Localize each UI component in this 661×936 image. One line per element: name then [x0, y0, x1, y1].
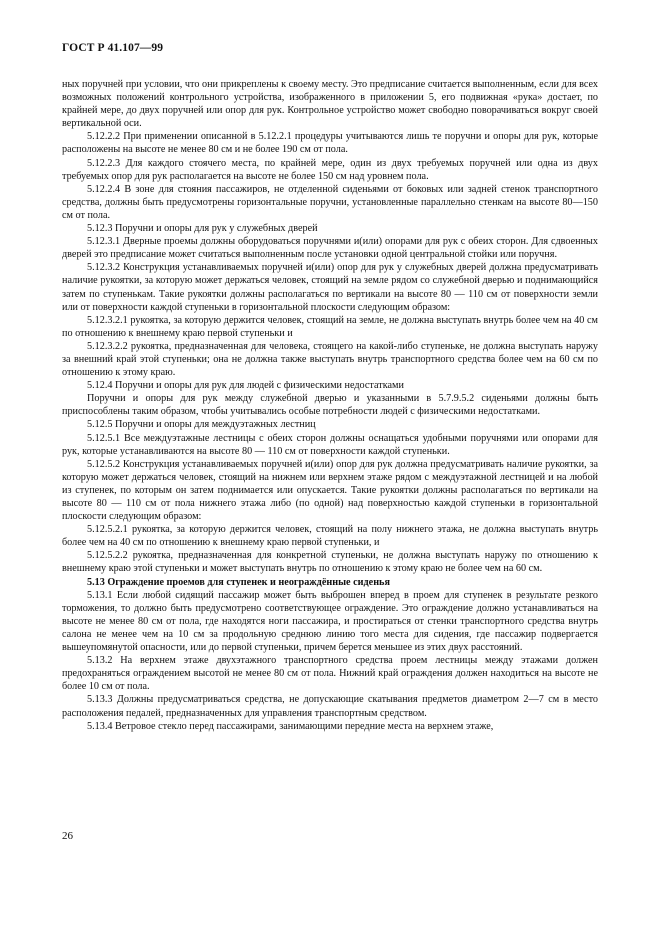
- paragraph: 5.13.4 Ветровое стекло перед пассажирами, занимающими передние места на верхнем этаже,: [87, 720, 494, 732]
- paragraph: 5.12.5.1 Все междуэтажные лестницы с обеих сторон должны оснащаться удобными поручнями или опорами для рук, которые устанавливаются на высоте 80 — 110 см от поверхности каждой ступеньки.: [62, 432, 598, 457]
- paragraph: Поручни и опоры для рук между служебной дверью и указанными в 5.7.9.5.2 сиденьями должны быть приспособлены таким образом, чтобы учитывались особые потребности людей с физическими недостатками.: [62, 393, 598, 418]
- section-heading: 5.12.5 Поручни и опоры для междуэтажных лестниц: [87, 419, 316, 431]
- paragraph: 5.12.2.3 Для каждого стоячего места, по крайней мере, один из двух требуемых поручней или одна из двух требуемых опор для рук располагается на высоте не более 150 см над уровнем пола.: [62, 157, 598, 182]
- paragraph: 5.12.2.4 В зоне для стояния пассажиров, не отделенной сиденьями от боковых или задней стенок транспортного средства, должны быть предусмотрены горизонтальные поручни, установленные параллельно стенкам на высоте 80—150 см от пола.: [62, 183, 598, 221]
- paragraph: 5.12.2.2 При применении описанной в 5.12.2.1 процедуры учитываются лишь те поручни и опоры для рук, которые расположены на высоте не менее 80 см и не более 190 см от пола.: [62, 131, 598, 156]
- page-number: 26: [62, 830, 73, 842]
- paragraph: 5.12.5.2 Конструкция устанавливаемых поручней и(или) опор для рук должна предусматривать наличие рукоятки, за которую может держаться человек, стоящий на нижнем или верхнем этаже рядом с междуэтажной лестницей и на любой из ступенек, по которым он затем поднимается или опускается. Такие рукоятки должны располагаться по вертикали на высоте 80 — 110 см от пола нижнего этажа либо (по одной) над поверхностью каждой ступеньки в горизонтальной плоскости следующим образом:: [62, 458, 598, 523]
- page-header: ГОСТ Р 41.107—99: [62, 42, 164, 54]
- paragraph: 5.13.2 На верхнем этаже двухэтажного транспортного средства проем лестницы между этажами должен предохраняться ограждением высотой не менее 80 см от пола. Нижний край ограждения должен находиться на высоте не более 10 см от пола.: [62, 655, 598, 693]
- body-text: [62, 78, 598, 733]
- paragraph: 5.12.3.1 Дверные проемы должны оборудоваться поручнями и(или) опорами для рук с обеих сторон. Для сдвоенных дверей это предписание может считаться выполненным после установки одной центральной стойки или поручня.: [62, 236, 598, 261]
- paragraph: 5.12.5.2.2 рукоятка, предназначенная для конкретной ступеньки, не должна выступать наружу по отношению к внешнему краю этой ступеньки и может выступать внутрь по отношению к этому краю не более чем на 60 см.: [62, 550, 598, 575]
- paragraph: 5.12.5.2.1 рукоятка, за которую держится человек, стоящий на полу нижнего этажа, не должна выступать внутрь более чем на 40 см по отношению к внешнему краю первой ступеньки, и: [62, 524, 598, 549]
- section-heading-bold: 5.13 Ограждение проемов для ступенек и неограждённые сиденья: [87, 576, 390, 588]
- paragraph: 5.12.3.2.1 рукоятка, за которую держится человек, стоящий на земле, не должна выступать внутрь более чем на 40 см по отношению к внешнему краю первой ступеньки и: [62, 314, 598, 339]
- section-heading: 5.12.4 Поручни и опоры для рук для людей с физическими недостатками: [87, 380, 404, 392]
- paragraph: ных поручней при условии, что они прикреплены к своему месту. Это предписание считается выполненным, если для всех возможных положений контрольного устройства, изображенного в приложении 5, его подвижная «рука» достает, по крайней мере, до двух поручней или опор для рук. Контрольное устройство может свободно поворачиваться вокруг своей вертикальной оси.: [62, 79, 598, 130]
- paragraph: 5.12.3.2.2 рукоятка, предназначенная для человека, стоящего на какой-либо ступеньке, не должна выступать наружу за внешний край этой ступеньки; она не должна также выступать внутрь транспортного средства более чем на 60 см по отношению к этому краю.: [62, 340, 598, 379]
- paragraph: 5.12.3.2 Конструкция устанавливаемых поручней и(или) опор для рук у служебных дверей должна предусматривать наличие рукоятки, за которую может держаться человек, стоящий на земле рядом со служебной дверью и поднимающийся затем по ступенькам. Такие рукоятки должны располагаться по вертикали на высоте 80 — 110 см от поверхности земли или от поверхности каждой ступеньки в горизонтальной плоскости следующим образом:: [62, 262, 598, 313]
- section-heading: 5.12.3 Поручни и опоры для рук у служебных дверей: [87, 223, 318, 235]
- paragraph: 5.13.1 Если любой сидящий пассажир может быть выброшен вперед в проем для ступенек в результате резкого торможения, то должно быть предусмотрено соответствующее ограждение. Это ограждение должно устанавливаться на высоте не менее 80 см от пола, где находятся ноги пассажира, и простираться от стенки транспортного средства внутрь салона не менее чем на 10 см за продольную среднюю линию того места для сидения, где пассажир подвергается вышеупомянутой опасности, или до первой ступеньки, причем берется меньшее из этих двух расстояний.: [62, 589, 598, 654]
- paragraph: 5.13.3 Должны предусматриваться средства, не допускающие скатывания предметов диаметром 2—7 см в место расположения педалей, предназначенных для управления транспортным средством.: [62, 694, 598, 719]
